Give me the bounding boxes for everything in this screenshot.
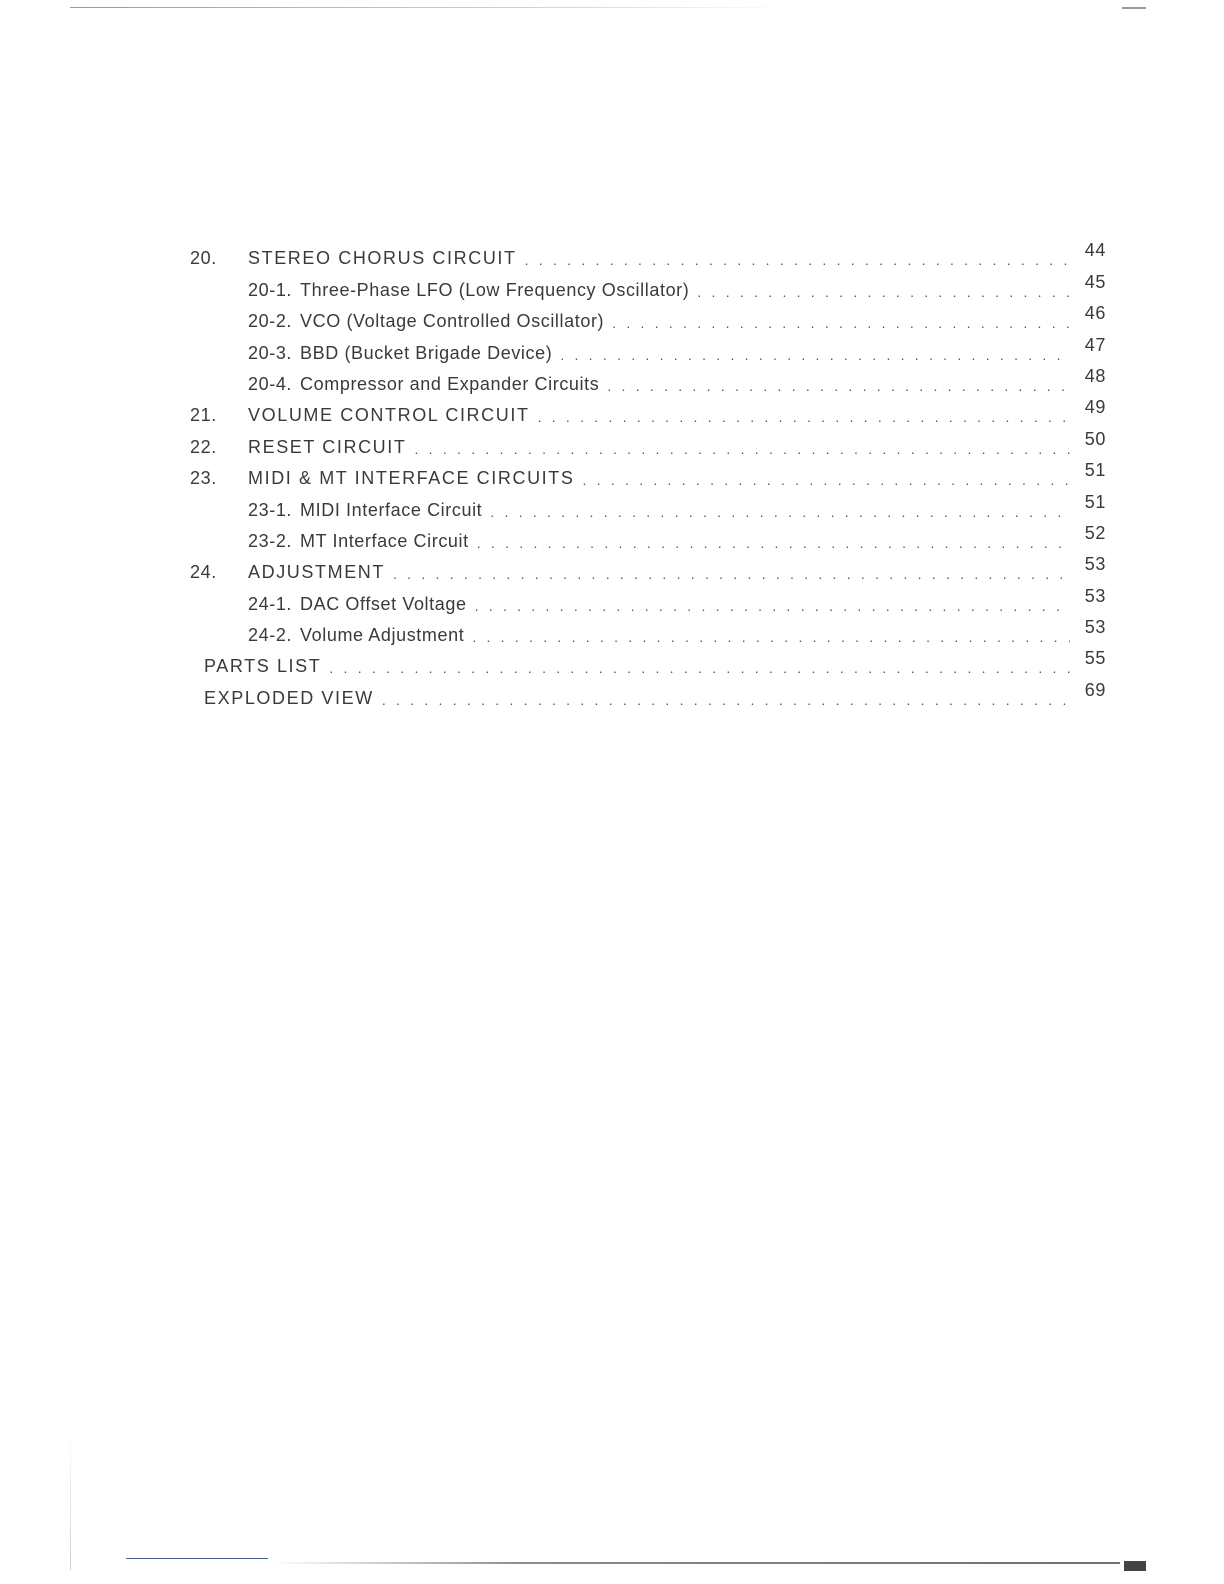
toc-entry-title: DAC Offset Voltage bbox=[300, 593, 467, 614]
toc-entry bbox=[190, 552, 1106, 583]
dot-leader bbox=[607, 377, 1070, 395]
scan-left-edge-line bbox=[70, 1430, 71, 1570]
toc-entry-number: 20-2. bbox=[248, 311, 293, 332]
toc-entry-page: 49 bbox=[1084, 397, 1106, 418]
toc-entry bbox=[190, 269, 1106, 300]
dot-leader bbox=[582, 471, 1070, 489]
toc-entry-title: PARTS LIST bbox=[204, 656, 322, 677]
toc-entry bbox=[190, 238, 1106, 269]
toc-entry-page: 44 bbox=[1084, 240, 1106, 261]
dot-leader bbox=[560, 346, 1070, 364]
toc-entry-number: 24-1. bbox=[248, 593, 293, 614]
toc-entry bbox=[190, 489, 1106, 520]
toc-entry-number: 23-2. bbox=[248, 530, 293, 551]
toc-entry-page: 53 bbox=[1084, 585, 1106, 606]
dot-leader bbox=[490, 503, 1070, 521]
toc-entry-title: MIDI Interface Circuit bbox=[300, 499, 483, 520]
scan-bottom-right-mark bbox=[1124, 1561, 1146, 1571]
toc-entry bbox=[190, 615, 1106, 646]
dot-leader bbox=[414, 440, 1070, 458]
toc-entry-number: 20-4. bbox=[248, 373, 293, 394]
toc-entry-number: 20-3. bbox=[248, 342, 293, 363]
toc-entry-number: 20-1. bbox=[248, 279, 293, 300]
toc-entry bbox=[190, 364, 1106, 395]
dot-leader bbox=[538, 408, 1070, 426]
toc-entry-title: BBD (Bucket Brigade Device) bbox=[300, 342, 553, 363]
toc-entry-page: 55 bbox=[1084, 648, 1106, 669]
toc-entry-page: 52 bbox=[1084, 522, 1106, 543]
dot-leader bbox=[393, 565, 1070, 583]
dot-leader bbox=[612, 314, 1070, 332]
toc-entry bbox=[190, 458, 1106, 489]
toc-entry-number: 21. bbox=[190, 405, 217, 426]
toc-entry-page: 51 bbox=[1084, 491, 1106, 512]
toc-entry bbox=[190, 583, 1106, 614]
dot-leader bbox=[382, 691, 1070, 709]
toc-entry bbox=[190, 426, 1106, 457]
toc-entry-page: 45 bbox=[1084, 271, 1106, 292]
toc-entry bbox=[190, 646, 1106, 677]
toc-entry-title: EXPLODED VIEW bbox=[204, 687, 374, 708]
dot-leader bbox=[477, 534, 1070, 552]
dot-leader bbox=[525, 251, 1070, 269]
dot-leader bbox=[475, 597, 1070, 615]
toc-entry-page: 47 bbox=[1084, 334, 1106, 355]
toc-entry-number: 24-2. bbox=[248, 625, 293, 646]
toc-entry-page: 48 bbox=[1084, 365, 1106, 386]
toc-entry-number: 24. bbox=[190, 562, 217, 583]
dot-leader bbox=[329, 659, 1070, 677]
scan-bottom-edge-line bbox=[270, 1562, 1120, 1564]
toc-entry-page: 50 bbox=[1084, 428, 1106, 449]
toc-entry-page: 51 bbox=[1084, 460, 1106, 481]
dot-leader bbox=[472, 628, 1070, 646]
toc-entry-number: 23. bbox=[190, 468, 217, 489]
toc-entry bbox=[190, 521, 1106, 552]
toc-entry-title: STEREO CHORUS CIRCUIT bbox=[248, 248, 517, 269]
toc-entry-title: MIDI & MT INTERFACE CIRCUITS bbox=[248, 468, 575, 489]
toc-entry-page: 53 bbox=[1084, 617, 1106, 638]
toc-entry bbox=[190, 332, 1106, 363]
toc-entry-page: 69 bbox=[1084, 679, 1106, 700]
scan-top-edge-line bbox=[70, 7, 790, 8]
toc-entry-title: VOLUME CONTROL CIRCUIT bbox=[248, 405, 530, 426]
toc-entry-title: RESET CIRCUIT bbox=[248, 436, 407, 457]
toc-entry bbox=[190, 677, 1106, 708]
toc-entry-title: VCO (Voltage Controlled Oscillator) bbox=[300, 311, 605, 332]
toc-entry-number: 22. bbox=[190, 436, 217, 457]
toc-entry-number: 20. bbox=[190, 248, 217, 269]
toc-entry-title: Compressor and Expander Circuits bbox=[300, 373, 600, 394]
toc-entry bbox=[190, 395, 1106, 426]
toc-entry-title: Three-Phase LFO (Low Frequency Oscillator) bbox=[300, 279, 690, 300]
toc-entry-title: Volume Adjustment bbox=[300, 625, 465, 646]
dot-leader bbox=[697, 283, 1070, 301]
toc-entry-title: ADJUSTMENT bbox=[248, 562, 385, 583]
toc-entry-title: MT Interface Circuit bbox=[300, 530, 469, 551]
toc-entry bbox=[190, 301, 1106, 332]
toc-entry-page: 53 bbox=[1084, 554, 1106, 575]
scan-bottom-blue-line bbox=[126, 1558, 268, 1559]
toc-entry-number: 23-1. bbox=[248, 499, 293, 520]
toc-entry-page: 46 bbox=[1084, 303, 1106, 324]
table-of-contents bbox=[190, 238, 1106, 709]
scan-top-right-mark bbox=[1122, 7, 1146, 9]
